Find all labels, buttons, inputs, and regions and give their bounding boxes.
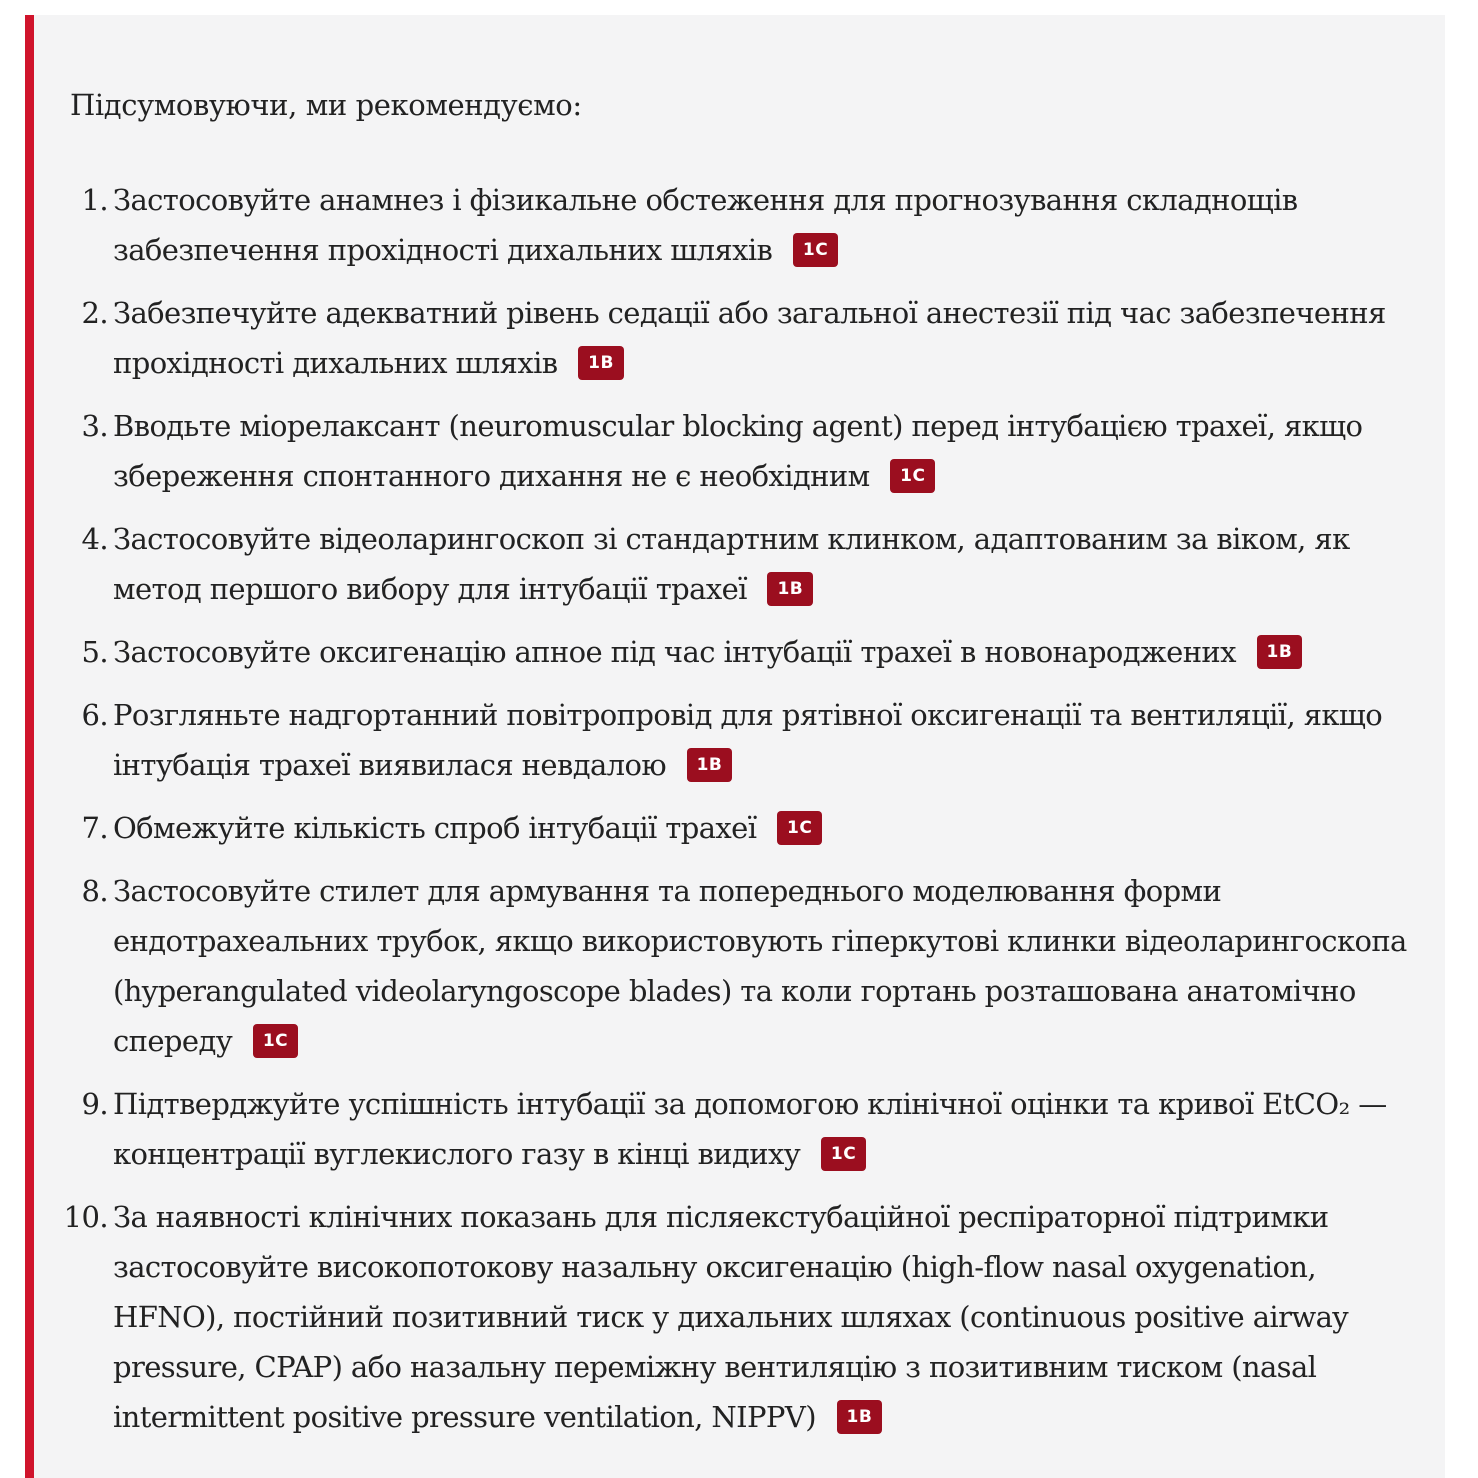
item-number: 10. [63, 1200, 108, 1234]
item-text: Підтверджуйте успішність інтубації за допомогою клінічної оцінки та кривої EtCO₂ — концентрації вуглекислого газу в кінці видиху [113, 1087, 1387, 1171]
item-text: За наявності клінічних показань для післяекстубаційної респіраторної підтримки застосовуйте високопотокову назальну оксигенацію (high-flow nasal oxygenation, HFNO), постійний позитивний тиск у дихальних шляхах (continuous positive airway pressure, CPAP) або назальну переміжну вентиляцію з позитивним тиском (nasal intermittent positive pressure ventilation, NIPPV) [113, 1200, 1349, 1434]
item-number: 1. [81, 183, 108, 217]
item-number: 7. [81, 811, 108, 845]
intro-text: Підсумовуючи, ми рекомендуємо: [70, 88, 582, 122]
item-number: 4. [81, 522, 108, 556]
list-item [70, 627, 1420, 677]
item-text: Обмежуйте кількість спроб інтубації трахеї [113, 811, 757, 845]
item-text: Розгляньте надгортанний повітропровід для рятівної оксигенації та вентиляції, якщо інтубація трахеї виявилася невдалою [113, 698, 1383, 782]
list-item [70, 866, 1420, 1066]
recommendations-panel [25, 15, 1445, 1478]
list-item [70, 401, 1420, 501]
item-text: Застосовуйте анамнез і фізикальне обстеження для прогнозування складнощів забезпечення прохідності дихальних шляхів [113, 183, 1298, 267]
evidence-grade-badge: 1B [837, 1400, 883, 1434]
recommendation-list [63, 175, 1420, 1455]
item-text: Застосовуйте стилет для армування та попереднього моделювання форми ендотрахеальних трубок, якщо використовують гіперкутові клинки відеоларингоскопа (hyperangulated videolaryngoscope blades) та коли гортань розташована анатомічно спереду [113, 874, 1407, 1058]
item-number: 9. [81, 1087, 108, 1121]
item-text: Вводьте міорелаксант (neuromuscular blocking agent) перед інтубацією трахеї, якщо збереження спонтанного дихання не є необхідним [113, 409, 1363, 493]
item-number: 2. [81, 296, 108, 330]
evidence-grade-badge: 1B [767, 572, 813, 606]
evidence-grade-badge: 1C [890, 459, 935, 493]
item-number: 5. [81, 635, 108, 669]
evidence-grade-badge: 1B [1257, 635, 1303, 669]
item-text: Застосовуйте оксигенацію апное під час інтубації трахеї в новонароджених [113, 635, 1236, 669]
list-item [70, 1079, 1420, 1179]
evidence-grade-badge: 1C [777, 811, 822, 845]
evidence-grade-badge: 1B [687, 748, 733, 782]
evidence-grade-badge: 1C [253, 1024, 298, 1058]
evidence-grade-badge: 1B [578, 346, 624, 380]
item-number: 6. [81, 698, 108, 732]
item-number: 8. [81, 874, 108, 908]
list-item [70, 514, 1420, 614]
item-text: Застосовуйте відеоларингоскоп зі стандартним клинком, адаптованим за віком, як метод першого вибору для інтубації трахеї [113, 522, 1350, 606]
list-item [70, 803, 1420, 853]
item-number: 3. [81, 409, 108, 443]
item-text: Забезпечуйте адекватний рівень седації або загальної анестезії під час забезпечення прохідності дихальних шляхів [113, 296, 1386, 380]
list-item [70, 175, 1420, 275]
evidence-grade-badge: 1C [793, 233, 838, 267]
evidence-grade-badge: 1C [821, 1137, 866, 1171]
list-item [70, 690, 1420, 790]
list-item [63, 1192, 1420, 1442]
list-item [70, 288, 1420, 388]
